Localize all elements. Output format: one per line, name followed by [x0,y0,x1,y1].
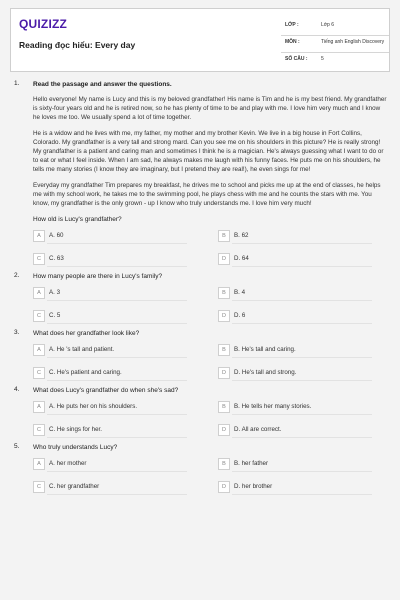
option-text: A. He puts her on his shoulders. [49,403,138,410]
worksheet-meta [281,19,389,69]
option-d[interactable] [218,481,378,494]
option-text: C. 5 [49,312,61,319]
answer-options [33,458,388,500]
option-b[interactable] [218,458,378,471]
option-text: D. her brother [234,483,273,490]
passage-paragraph: Hello everyone! My name is Lucy and this is my beloved grandfather! His name is Tim and he is my best friend. My grandfather is sixty-four years old and he is retired now, so he has plenty of time to be and play with me. I love him very much and I know he loves me too. We usually spend a lot of time together. [33,96,387,121]
option-letter-box: D [218,481,230,493]
option-text: B. He's tall and caring. [234,346,296,353]
question-number: 3. [14,329,20,336]
option-text: A. 60 [49,232,64,239]
question-5 [8,443,388,500]
answer-options [33,401,388,443]
option-text: A. He 's tall and patient. [49,346,115,353]
option-letter-box: D [218,424,230,436]
option-text: B. 62 [234,232,249,239]
option-divider [232,357,372,358]
meta-value: Tiếng anh English Discovery [321,39,385,45]
option-d[interactable] [218,253,378,266]
question-2 [8,272,388,329]
option-letter-box: C [33,481,45,493]
option-letter-box: A [33,344,45,356]
option-c[interactable] [33,481,193,494]
option-c[interactable] [33,424,193,437]
option-letter-box: A [33,287,45,299]
question-number: 1. [14,80,20,87]
option-letter-box: B [218,287,230,299]
question-text: Who truly understands Lucy? [33,444,118,451]
option-divider [232,494,372,495]
option-letter-box: D [218,367,230,379]
question-number: 4. [14,386,20,393]
question-number: 2. [14,272,20,279]
option-text: D. All are correct. [234,426,282,433]
option-letter-box: A [33,230,45,242]
option-a[interactable] [33,287,193,300]
option-divider [47,471,187,472]
option-text: D. 6 [234,312,246,319]
worksheet-header [10,8,390,72]
option-letter-box: C [33,424,45,436]
answer-options [33,344,388,386]
option-c[interactable] [33,253,193,266]
question-number: 5. [14,443,20,450]
option-divider [47,437,187,438]
meta-label: LỚP : [285,22,299,28]
option-divider [232,437,372,438]
option-letter-box: B [218,458,230,470]
option-divider [47,300,187,301]
option-divider [47,266,187,267]
meta-label: MÔN : [285,39,300,45]
option-divider [47,380,187,381]
quizizz-logo: QUIZIZZ [19,17,68,31]
option-text: A. 3 [49,289,61,296]
option-divider [232,380,372,381]
option-divider [47,323,187,324]
option-a[interactable] [33,458,193,471]
worksheet-title: Reading đọc hiểu: Every day [19,40,136,50]
option-a[interactable] [33,344,193,357]
question-4 [8,386,388,443]
question-text: How old is Lucy's grandfather? [33,216,122,223]
option-divider [47,357,187,358]
option-text: C. He's patient and caring. [49,369,122,376]
option-text: B. 4 [234,289,246,296]
option-divider [232,300,372,301]
option-letter-box: D [218,253,230,265]
option-text: C. her grandfather [49,483,100,490]
option-text: A. her mother [49,460,87,467]
passage-paragraph: Everyday my grandfather Tim prepares my breakfast, he drives me to school and picks me up at the end of classes, he helps me with my school work, he takes me to the swimming pool, he plays chess with me and he counts the stars with me. You know, my grandfather is the only grown - up I know who truly understands me. I love him very much! [33,182,381,207]
option-letter-box: A [33,401,45,413]
option-divider [232,414,372,415]
option-b[interactable] [218,401,378,414]
option-divider [47,243,187,244]
option-text: B. He tells her many stories. [234,403,312,410]
meta-row-subject [281,36,389,53]
question-1 [8,80,388,272]
meta-value: Lớp 6 [321,22,335,28]
question-text: What does Lucy's grandfather do when she's sad? [33,387,179,394]
option-divider [232,471,372,472]
answer-options [33,230,388,272]
question-text: What does her grandfather look like? [33,330,140,337]
question-3 [8,329,388,386]
option-text: D. He's tall and strong. [234,369,297,376]
question-instruction: Read the passage and answer the questions. [33,81,172,88]
option-d[interactable] [218,310,378,323]
option-text: B. her father [234,460,269,467]
meta-row-class [281,19,389,36]
option-b[interactable] [218,344,378,357]
questions-list [8,80,388,500]
option-text: C. He sings for her. [49,426,102,433]
option-b[interactable] [218,230,378,243]
option-letter-box: C [33,367,45,379]
meta-row-question-count [281,53,389,69]
option-a[interactable] [33,401,193,414]
option-d[interactable] [218,367,378,380]
option-divider [232,266,372,267]
option-b[interactable] [218,287,378,300]
option-text: C. 63 [49,255,64,262]
meta-label: SỐ CÂU : [285,56,308,62]
answer-options [33,287,388,329]
option-letter-box: B [218,230,230,242]
option-text: D. 64 [234,255,249,262]
option-divider [232,323,372,324]
option-divider [47,494,187,495]
option-letter-box: B [218,344,230,356]
meta-value: 5 [321,56,324,62]
option-c[interactable] [33,367,193,380]
question-text: How many people are there in Lucy's family? [33,273,163,280]
option-letter-box: A [33,458,45,470]
option-a[interactable] [33,230,193,243]
option-letter-box: C [33,253,45,265]
option-letter-box: D [218,310,230,322]
passage-paragraph: He is a widow and he lives with me, my father, my mother and my brother Kevin. We live in a big house in Fort Collins, Colorado. My grandfather is a very tall and strong mard. Can you see me on his shoulders in this picture? He is really strong! My grandfather is a patient and caring man and sometimes I think he is a magician. He's always guessing what I want to do or to eat or what I feel inside. When I am sad, he always makes me laugh with his funny faces. He puts me on his shoulders, he tells me many stories (I know they are imaginary, but I pretend they are real!), he even sings for me! [33,130,384,173]
option-divider [232,243,372,244]
option-d[interactable] [218,424,378,437]
option-c[interactable] [33,310,193,323]
option-letter-box: B [218,401,230,413]
option-divider [47,414,187,415]
option-letter-box: C [33,310,45,322]
